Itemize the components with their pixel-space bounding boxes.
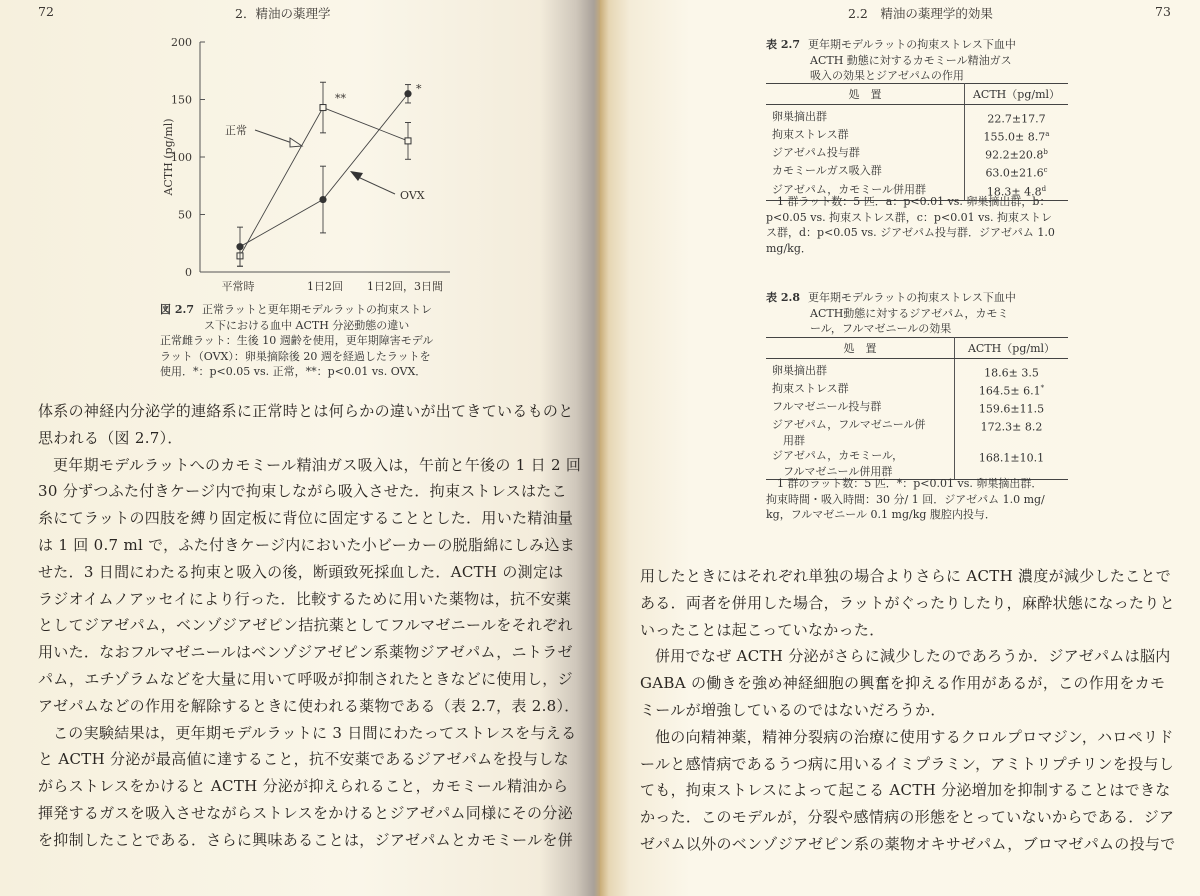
- open-square-marker: [320, 105, 326, 111]
- right-paragraph: [640, 724, 1195, 858]
- x-category-label: 平常時: [221, 280, 255, 293]
- acth-value-cell: 63.0±21.6$^c$: [985, 166, 1048, 181]
- normal-series-label: 正常: [225, 124, 247, 137]
- table-2-8: [766, 337, 1068, 480]
- acth-line-chart: [160, 34, 460, 294]
- table-2-7-title: [766, 37, 1086, 84]
- treatment-cell: フルマゼニール投与群: [766, 399, 955, 417]
- text-line: 思われる（図 2.7）．: [38, 428, 183, 447]
- text-line: 30 分ずつふた付きケージ内で拘束しながら吸入させた．拘束ストレスはたこ: [38, 482, 567, 501]
- acth-value-cell: 18.6± 3.5: [984, 366, 1039, 380]
- open-square-marker: [405, 138, 411, 144]
- text-line: この実験結果は，更年期モデルラットに 3 日間にわたってストレスを与える: [53, 723, 577, 742]
- table-row: [766, 399, 1068, 417]
- y-axis-label: ACTH (pg/ml): [162, 118, 175, 196]
- y-tick-label: 0: [185, 266, 192, 279]
- left-paragraph: [38, 452, 598, 720]
- figure-title-1: 正常ラットと更年期モデルラットの拘束ストレ: [201, 303, 432, 316]
- treatment-cell: ジアゼパム，カモミール， フルマゼニール併用群: [766, 448, 955, 480]
- treatment-cell: 卵巣摘出群: [766, 359, 955, 382]
- acth-value-cell: 22.7±17.7: [987, 112, 1046, 126]
- note-line: ス群，d：p<0.05 vs. ジアゼパム投与群．ジアゼパム 1.0: [766, 226, 1055, 239]
- text-line: パム，エチゾラムなどを大量に用いて呼吸が抑制されたときなどに使用し，ジ: [38, 669, 573, 688]
- table-row: [766, 417, 1068, 448]
- table-row: [766, 105, 1068, 128]
- acth-value-cell: 159.6±11.5: [978, 402, 1045, 416]
- table-row: [766, 359, 1068, 382]
- table-2-8-title: [766, 290, 1086, 337]
- chart-canvas: [160, 34, 460, 294]
- table-2-7: [766, 83, 1068, 201]
- filled-circle-marker: [319, 196, 326, 203]
- table-row: [766, 381, 1068, 399]
- right-paragraph: [640, 643, 1195, 723]
- table-row: [766, 127, 1068, 145]
- acth-value-cell: 92.2±20.8$^b$: [985, 148, 1048, 162]
- acth-value-cell: 155.0± 8.7$^a$: [983, 130, 1050, 144]
- text-line: と ACTH 分泌が最高値に達すること，抗不安薬であるジアゼパムを投与しな: [38, 750, 569, 769]
- text-line: 揮発するガスを吸入させながらストレスをかけるとジアゼパム同様にその分泌: [38, 803, 573, 822]
- running-head-right: 2.2 精油の薬理学的効果: [848, 6, 993, 21]
- filled-circle-marker: [404, 90, 411, 97]
- table-2-8-title-2: ACTH動態に対するジアゼパム，カモミ: [810, 306, 1009, 320]
- note-line: 拘束時間・吸入時間：30 分/ 1 回．ジアゼパム 1.0 mg/: [766, 492, 1045, 506]
- right-body-text: [640, 563, 1195, 858]
- running-head-left: 2．精油の薬理学: [235, 6, 331, 21]
- text-line: 併用でなぜ ACTH 分泌がさらに減少したのであろうか．ジアゼパムは脳内: [655, 647, 1171, 666]
- left-paragraph: [38, 720, 598, 854]
- table-2-7-header-acth: ACTH（pg/ml）: [965, 84, 1069, 105]
- y-tick-label: 50: [178, 208, 192, 222]
- acth-value-cell: 164.5± 6.1*: [978, 384, 1045, 398]
- y-tick-label: 200: [171, 36, 192, 49]
- acth-value-cell: 168.1±10.1: [955, 448, 1069, 480]
- text-line: 他の向精神薬，精神分裂病の治療に使用するクロルプロマジン，ハロペリド: [655, 727, 1174, 746]
- figure-number: 図 2.7: [160, 303, 194, 316]
- table-2-8-note: [766, 476, 1076, 523]
- normal-arrow-line: [255, 130, 295, 144]
- text-line: ールと感情病であるうつ病に用いるイミプラミン，アミトリプチリンを投与し: [640, 754, 1175, 773]
- text-line: 糸にてラットの四肢を縛り固定板に背位に固定することとした．用いた精油量: [38, 509, 574, 528]
- text-line: 用いた．なおフルマゼニールはベンゾジアゼピン系薬物ジアゼパム，ニトラゼ: [38, 643, 573, 662]
- y-tick-label: 150: [171, 93, 192, 107]
- treatment-cell: カモミールガス吸入群: [766, 163, 965, 181]
- page-number-right: 73: [1155, 4, 1171, 19]
- text-line: は 1 回 0.7 ml で，ふた付きケージ内においた小ビーカーの脱脂綿にしみ込ま: [38, 535, 576, 554]
- x-category-label: 1日2回，3日間: [367, 280, 443, 293]
- table-2-8-title-1: 更年期モデルラットの拘束ストレス下血中: [807, 291, 1016, 304]
- normal-arrow-head: [290, 138, 302, 147]
- text-line: いったことは起こっていなかった．: [640, 620, 885, 639]
- figure-title-2: ス下における血中 ACTH 分泌動態の違い: [204, 318, 410, 332]
- filled-circle-marker: [236, 243, 243, 250]
- text-line: 体系の神経内分泌学的連絡系に正常時とは何らかの違いが出てきているものと: [38, 402, 574, 420]
- treatment-cell: ジアゼパム投与群: [766, 145, 965, 163]
- table-2-8-header-treatment: 処 置: [766, 338, 955, 359]
- treatment-cell: 卵巣摘出群: [766, 105, 965, 128]
- note-line: kg，フルマゼニール 0.1 mg/kg 腹腔内投与．: [766, 508, 996, 521]
- figure-note-3: 使用．*：p<0.05 vs. 正常，**：p<0.01 vs. OVX．: [160, 365, 427, 378]
- treatment-cell: 拘束ストレス群: [766, 381, 955, 399]
- figure-caption: [160, 302, 460, 380]
- note-line: 1 群のラット数：5 匹．*：p<0.01 vs. 卵巣摘出群．: [777, 477, 1043, 490]
- text-line: ミールが増強しているのではないだろうか．: [640, 700, 946, 719]
- page-number-left: 72: [38, 4, 54, 19]
- significance-mark: *: [416, 82, 422, 96]
- text-line: を抑制したことである．さらに興味あることは，ジアゼパムとカモミールを併: [38, 830, 574, 849]
- text-line: ラジオイムノアッセイにより行った．比較するために用いた薬物は，抗不安薬: [38, 589, 572, 608]
- right-paragraph: [640, 563, 1195, 643]
- table-2-7-header-treatment: 処 置: [766, 84, 965, 105]
- figure-note-1: 正常雌ラット：生後 10 週齢を使用，更年期障害モデル: [160, 334, 434, 347]
- table-2-7-title-3: 吸入の効果とジアゼパムの作用: [810, 69, 964, 82]
- acth-value-cell: 172.3± 8.2: [980, 421, 1043, 435]
- note-line: mg/kg．: [766, 241, 812, 255]
- text-line: ある．両者を併用した場合，ラットがぐったりしたり，麻酔状態になったりと: [640, 593, 1175, 612]
- figure-note-2: ラット（OVX）：卵巣摘除後 20 週を経過したラットを: [160, 349, 431, 363]
- treatment-cell: ジアゼパム，フルマゼニール併 用群: [766, 417, 955, 448]
- y-tick-label: 100: [171, 151, 192, 164]
- text-line: かった．このモデルが，分裂や感情病の形態をとっていないからである．ジア: [640, 808, 1175, 827]
- table-2-7-number: 表 2.7: [766, 38, 800, 51]
- left-paragraph: [38, 398, 598, 452]
- text-line: ても，拘束ストレスによって起こる ACTH 分泌増加を抑制することはできな: [640, 781, 1171, 800]
- text-line: 用したときにはそれぞれ単独の場合よりさらに ACTH 濃度が減少したことで: [640, 567, 1172, 585]
- treatment-cell: ジアゼパム，カモミール併用群: [766, 182, 965, 201]
- text-line: ゼパム以外のベンゾジアゼピン系の薬物オキサゼパム，ブロマゼパムの投与で: [640, 834, 1176, 853]
- table-2-7-note: [766, 194, 1076, 256]
- table-row: [766, 163, 1068, 181]
- series-line-0: [240, 108, 408, 256]
- text-line: がらストレスをかけると ACTH 分泌が抑えられること，カモミール精油から: [38, 777, 569, 796]
- table-2-7-title-2: ACTH 動態に対するカモミール精油ガス: [810, 53, 1012, 67]
- text-line: 更年期モデルラットへのカモミール精油ガス吸入は，午前と午後の 1 日 2 回: [53, 455, 582, 474]
- ovx-arrow-line: [358, 177, 395, 194]
- acth-value-cell: 18.3± 4.8$^d$: [965, 182, 1069, 201]
- text-line: アゼパムなどの作用を解除するときに使われる薬物である（表 2.7，表 2.8）．: [38, 696, 580, 715]
- note-line: 1 群ラット数：5 匹．a：p<0.01 vs. 卵巣摘出群，b：: [777, 195, 1051, 208]
- series-line-1: [240, 91, 408, 247]
- table-2-8-header-acth: ACTH（pg/ml）: [955, 338, 1069, 359]
- right-page: [600, 0, 1200, 896]
- table-2-8-title-3: ール，フルマゼニールの効果: [810, 322, 952, 335]
- note-line: p<0.05 vs. 拘束ストレス群，c：p<0.01 vs. 拘束ストレ: [766, 210, 1053, 224]
- significance-mark: **: [335, 91, 346, 105]
- table-2-7-title-1: 更年期モデルラットの拘束ストレス下血中: [807, 38, 1016, 51]
- text-line: GABA の働きを強め神経細胞の興奮を抑える作用があるが，この作用をカモ: [640, 674, 1166, 693]
- treatment-cell: 拘束ストレス群: [766, 127, 965, 145]
- table-2-8-number: 表 2.8: [766, 291, 800, 304]
- table-row: [766, 145, 1068, 163]
- left-body-text: [38, 398, 598, 854]
- x-category-label: 1日2回: [307, 280, 343, 293]
- ovx-series-label: OVX: [400, 189, 425, 202]
- ovx-arrow-head: [350, 171, 363, 181]
- text-line: としてジアゼパム，ベンゾジアゼピン拮抗薬としてフルマゼニールをそれぞれ: [38, 616, 573, 635]
- text-line: せた．3 日間にわたる拘束と吸入の後，断頭致死採血した．ACTH の測定は: [38, 562, 564, 581]
